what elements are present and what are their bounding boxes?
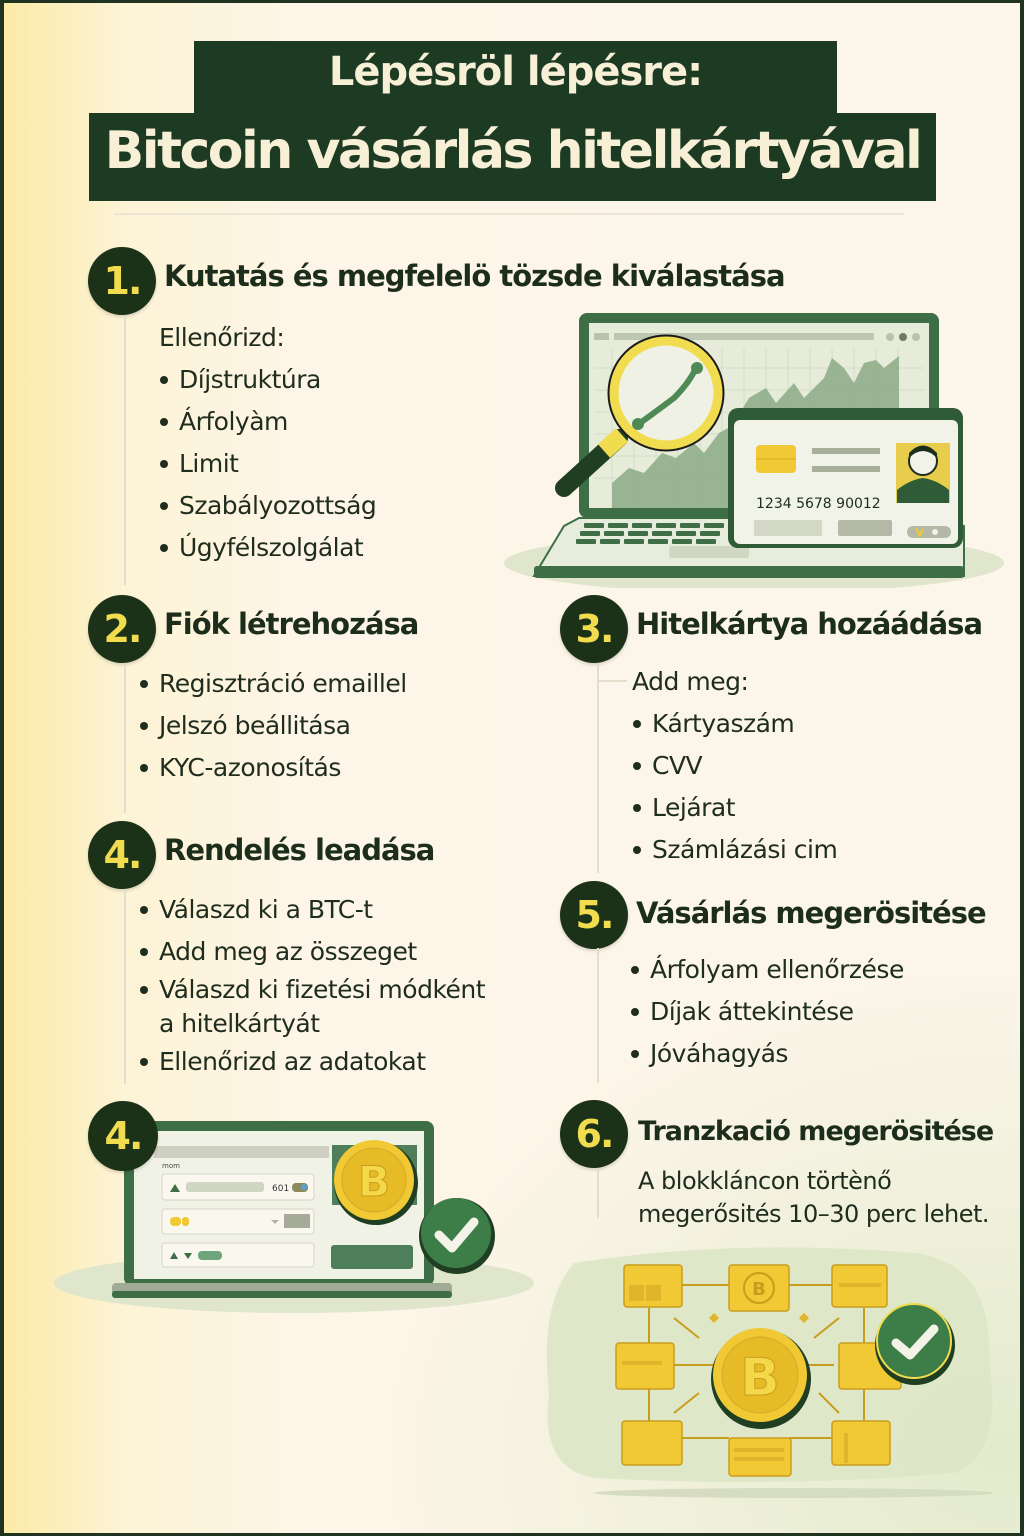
list-item: Lejárat <box>632 787 837 829</box>
step-6-description-line1: A blokkláncon törtènő <box>638 1167 892 1195</box>
step-1-list <box>159 317 376 569</box>
step-2-title: Fiók létrehozása <box>164 607 419 641</box>
step-6-description-line2: megerősités 10–30 perc lehet. <box>638 1200 989 1228</box>
svg-text:1234 5678 90012: 1234 5678 90012 <box>756 496 881 512</box>
title-divider <box>114 213 904 215</box>
list-item: Regisztráció emaillel <box>139 663 407 705</box>
step-3-list <box>632 661 837 871</box>
svg-text:B: B <box>357 1157 391 1206</box>
exchange-research-illustration <box>504 308 1004 588</box>
step-2-connector <box>124 663 126 813</box>
list-item: Díjak áttekintése <box>630 991 904 1033</box>
infographic-canvas <box>4 3 1020 1533</box>
step-4-connector <box>124 889 126 1084</box>
step-6-connector <box>597 1168 599 1218</box>
list-item: Úgyfélszolgálat <box>159 527 376 569</box>
blockchain-illustration <box>534 1243 1014 1533</box>
step-3-lead: Add meg: <box>632 667 749 696</box>
step-3-badge: 3. <box>560 595 628 663</box>
step-5-badge: 5. <box>560 881 628 949</box>
list-item: Add meg az összeget <box>139 931 485 973</box>
list-item: Válaszd ki a BTC-t <box>139 889 485 931</box>
page-title: Bitcoin vásárlás hitelkártyával <box>104 121 921 181</box>
step-3-title: Hitelkártya hozáádása <box>636 607 983 641</box>
list-item: Kártyaszám <box>632 703 837 745</box>
list-item: CVV <box>632 745 837 787</box>
list-item: Válaszd ki fizetési módként <box>139 973 485 1007</box>
step-6-title: Tranzkació megerösitése <box>638 1116 994 1147</box>
svg-text:601: 601 <box>272 1184 290 1194</box>
list-item: Jóváhagyás <box>630 1033 904 1075</box>
step-6-description <box>638 1165 989 1231</box>
step-6-badge: 6. <box>560 1100 628 1168</box>
list-item: Limit <box>159 443 376 485</box>
checkmark-icon <box>419 1198 495 1274</box>
step-1-lead: Ellenőrizd: <box>159 323 285 352</box>
step-4-title: Rendelés leadása <box>164 833 435 867</box>
list-item-continuation: a hitelkártyát <box>159 1009 320 1038</box>
step-4-list <box>139 889 485 1083</box>
page-subtitle: Lépésröl lépésre: <box>328 49 703 95</box>
step-1-connector <box>124 315 126 585</box>
list-item: Árfolyam ellenőrzése <box>630 949 904 991</box>
step-4-badge: 4. <box>88 821 156 889</box>
list-item: Szabályozottság <box>159 485 376 527</box>
order-screen-illustration <box>54 1098 534 1318</box>
step-3-branch <box>597 680 627 682</box>
step-2-list <box>139 663 407 789</box>
step-1-badge: 1. <box>88 247 156 315</box>
svg-text:B: B <box>752 1279 766 1300</box>
svg-text:B: B <box>740 1348 780 1408</box>
list-item: Jelszó beállitása <box>139 705 407 747</box>
list-item: Árfolyàm <box>159 401 376 443</box>
list-item: Számlázási cim <box>632 829 837 871</box>
credit-card-icon <box>728 408 963 548</box>
illustration-step-4-badge: 4. <box>88 1101 158 1171</box>
list-item: Ellenőrizd az adatokat <box>139 1041 485 1083</box>
step-5-connector <box>597 948 599 1083</box>
list-item: Díjstruktúra <box>159 359 376 401</box>
list-item: KYC-azonosítás <box>139 747 407 789</box>
svg-text:mom: mom <box>162 1162 180 1170</box>
step-3-connector <box>597 663 599 873</box>
step-2-badge: 2. <box>88 595 156 663</box>
step-5-list <box>630 949 904 1075</box>
step-5-title: Vásárlás megerösitése <box>636 896 986 930</box>
step-1-title: Kutatás és megfelelö tözsde kiválastása <box>164 259 785 293</box>
